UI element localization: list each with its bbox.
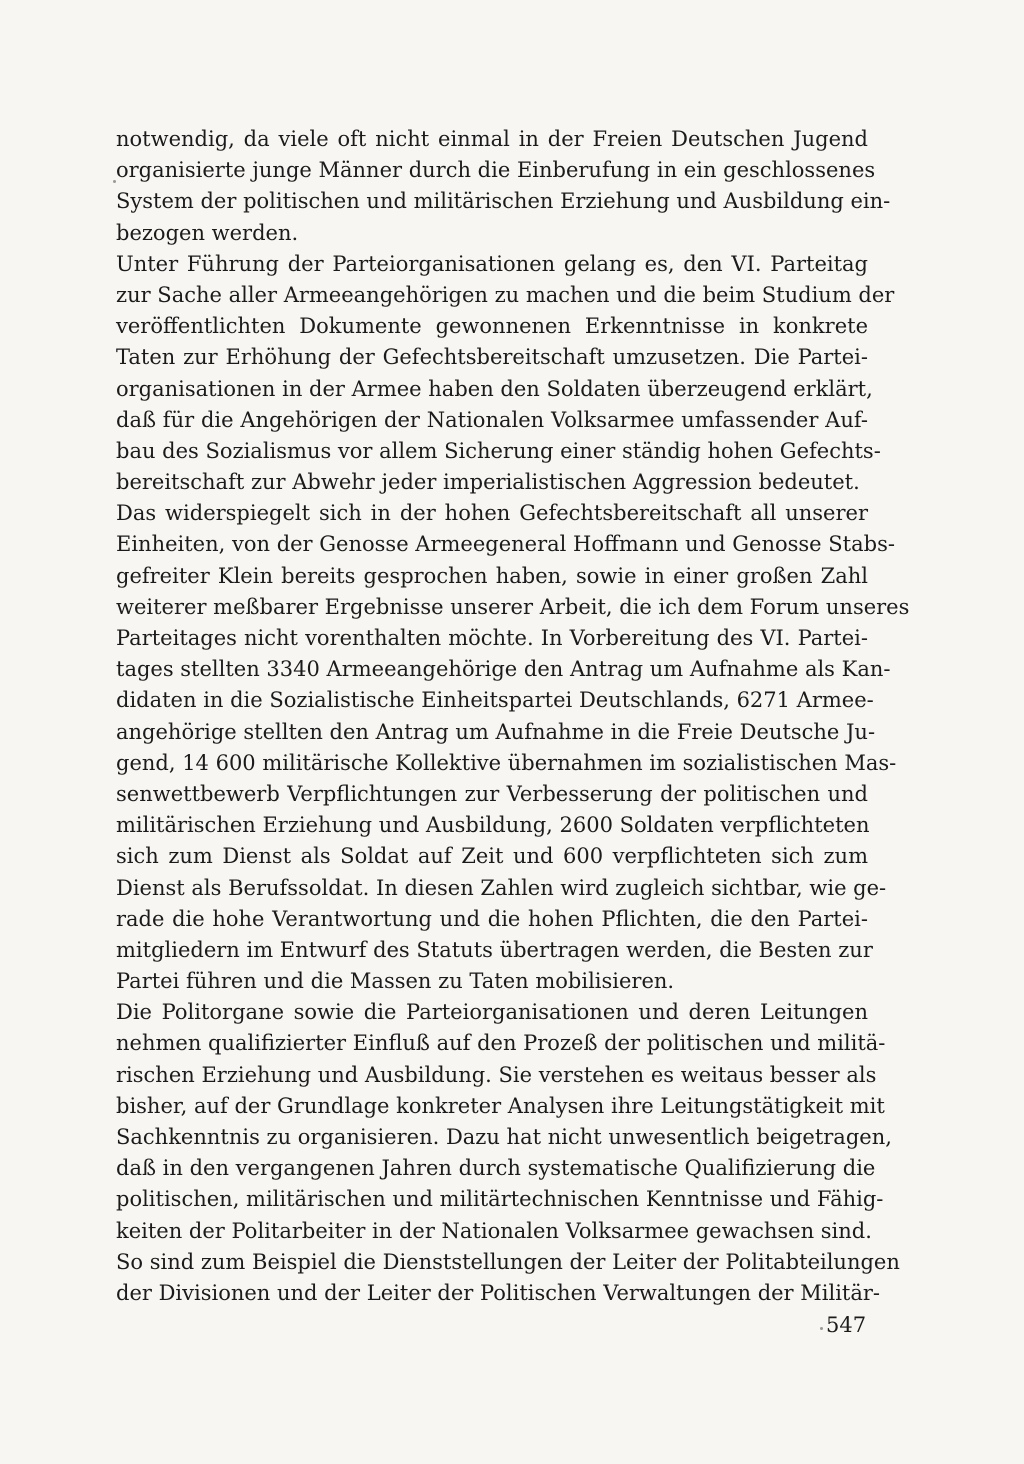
text-line: Partei führen und die Massen zu Taten mobilisieren.: [116, 969, 675, 994]
text-line: bau des Sozialismus vor allem Sicherung einer ständig hohen Gefechts-: [116, 438, 881, 463]
text-line: veröffentlichten Dokumente gewonnenen Erkenntnisse in konkrete: [116, 314, 868, 339]
text-line: bereitschaft zur Abwehr jeder imperialistischen Aggression bedeutet.: [116, 470, 860, 495]
text-line: Dienst als Berufssoldat. In diesen Zahlen wird zugleich sichtbar, wie ge-: [116, 875, 887, 900]
text-line: So sind zum Beispiel die Dienststellungen der Leiter der Politabteilungen: [116, 1249, 900, 1274]
text-line: gend, 14 600 militärische Kollektive übernahmen im sozialistischen Mas-: [116, 750, 897, 775]
text-line: militärischen Erziehung und Ausbildung, 2600 Soldaten verpflichteten: [116, 813, 870, 838]
text-line: bisher, auf der Grundlage konkreter Analysen ihre Leitungstätigkeit mit: [116, 1093, 885, 1118]
text-line: Parteitages nicht vorenthalten möchte. In Vorbereitung des VI. Partei-: [116, 626, 868, 650]
text-line: der Divisionen und der Leiter der Politischen Verwaltungen der Militär-: [116, 1280, 881, 1305]
paragraph-start-line: Unter Führung der Parteiorganisationen gelang es, den VI. Parteitag: [116, 251, 868, 276]
text-line: politischen, militärischen und militärtechnischen Kenntnisse und Fähig-: [116, 1187, 884, 1212]
body-text: [116, 124, 910, 1309]
text-line: zur Sache aller Armeeangehörigen zu machen und die beim Studium der: [116, 282, 895, 307]
text-line: daß für die Angehörigen der Nationalen Volksarmee umfassender Auf-: [116, 407, 868, 432]
text-line: tages stellten 3340 Armeeangehörige den Antrag um Aufnahme als Kan-: [116, 657, 891, 682]
text-line: keiten der Politarbeiter in der Nationalen Volksarmee gewachsen sind.: [116, 1218, 872, 1243]
paragraph-start-line: Das widerspiegelt sich in der hohen Gefechtsbereitschaft all unserer: [116, 501, 868, 526]
text-line: daß in den vergangenen Jahren durch systematische Qualifizierung die: [116, 1156, 876, 1181]
text-line: nehmen qualifizierter Einfluß auf den Prozeß der politischen und militä-: [116, 1031, 886, 1056]
text-line: mitgliedern im Entwurf des Statuts übertragen werden, die Besten zur: [116, 937, 873, 962]
text-line: Taten zur Erhöhung der Gefechtsbereitschaft umzusetzen. Die Partei-: [116, 345, 868, 370]
text-line: organisierte junge Männer durch die Einberufung in ein geschlossenes: [116, 158, 876, 183]
text-line: bezogen werden.: [116, 220, 299, 245]
text-line: senwettbewerb Verpflichtungen zur Verbesserung der politischen und: [116, 781, 868, 806]
text-line: Sachkenntnis zu organisieren. Dazu hat nicht unwesentlich beigetragen,: [116, 1125, 892, 1149]
text-line: notwendig, da viele oft nicht einmal in der Freien Deutschen Jugend: [116, 127, 868, 151]
text-line: didaten in die Sozialistische Einheitspartei Deutschlands, 6271 Armee-: [116, 688, 874, 713]
text-line: gefreiter Klein bereits gesprochen haben, sowie in einer großen Zahl: [116, 563, 868, 588]
text-line: weiterer meßbarer Ergebnisse unserer Arbeit, die ich dem Forum unseres: [116, 594, 910, 619]
text-line: angehörige stellten den Antrag um Aufnahme in die Freie Deutsche Ju-: [116, 719, 876, 744]
page-number: 547: [826, 1313, 867, 1337]
text-line: System der politischen und militärischen Erziehung und Ausbildung ein-: [116, 189, 891, 214]
text-line: sich zum Dienst als Soldat auf Zeit und 600 verpflichteten sich zum: [116, 844, 868, 869]
text-line: rade die hohe Verantwortung und die hohen Pflichten, die den Partei-: [116, 906, 868, 931]
text-line: Einheiten, von der Genosse Armeegeneral Hoffmann und Genosse Stabs-: [116, 532, 895, 557]
scan-speck: [820, 1327, 823, 1330]
paragraph-start-line: Die Politorgane sowie die Parteiorganisationen und deren Leitungen: [116, 1000, 868, 1025]
text-line: organisationen in der Armee haben den Soldaten überzeugend erklärt,: [116, 376, 873, 401]
text-line: rischen Erziehung und Ausbildung. Sie verstehen es weitaus besser als: [116, 1062, 877, 1087]
